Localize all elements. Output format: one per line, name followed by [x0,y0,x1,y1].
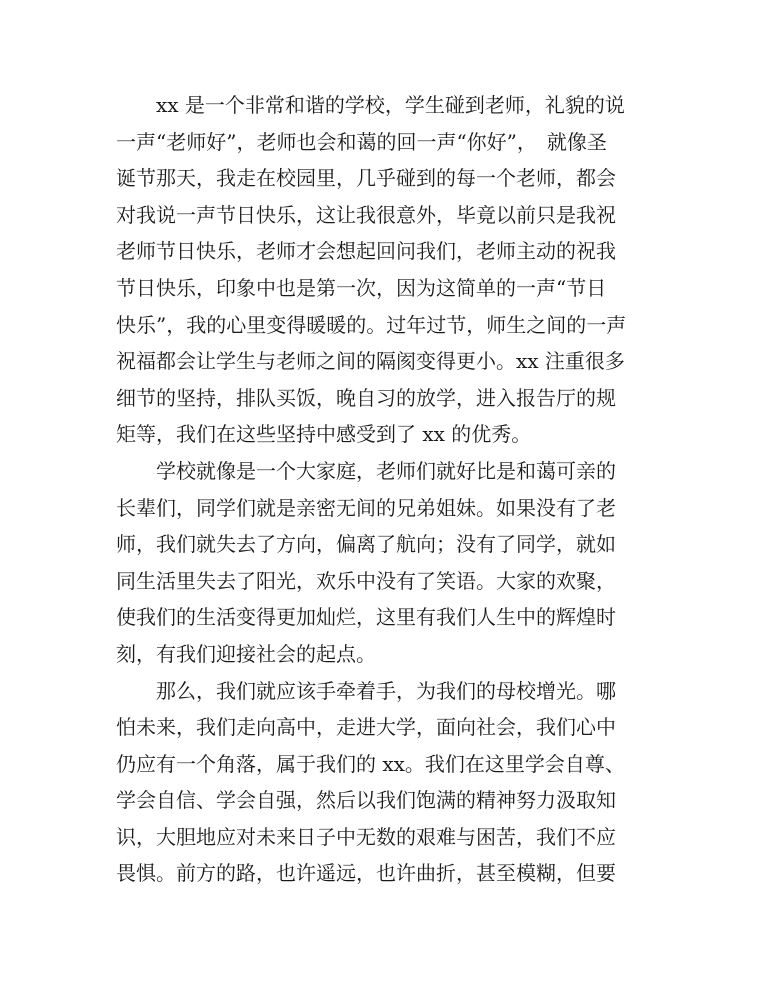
text-line: 怕未来，我们走向高中，走进大学，面向社会，我们心中 [116,715,616,740]
text-line: 快乐”，我的心里变得暖暖的。过年过节，师生之间的一声 [116,312,627,337]
text-line: 对我说一声节日快乐，这让我很意外，毕竟以前只是我祝 [116,202,616,227]
text-line: 节日快乐，印象中也是第一次，因为这简单的一声“节日 [116,275,607,300]
text-line: 同生活里失去了阳光，欢乐中没有了笑语。大家的欢聚， [116,568,616,593]
text-line: 使我们的生活变得更加灿烂，这里有我们人生中的辉煌时 [116,605,616,630]
text-line: 仍应有一个角落，属于我们的 xx。我们在这里学会自尊、 [116,751,625,776]
text-line: 长辈们，同学们就是亲密无间的兄弟姐妹。如果没有了老 [116,495,616,520]
text-line: 矩等，我们在这些坚持中感受到了 xx 的优秀。 [116,422,532,447]
text-line: 畏惧。前方的路，也许遥远，也许曲折，甚至模糊，但要 [116,861,616,886]
text-line: xx 是一个非常和谐的学校，学生碰到老师，礼貌的说 [116,93,625,117]
text-line: 一声“老师好”，老师也会和蔼的回一声“你好”， 就像圣 [116,129,607,154]
text-line: 诞节那天，我走在校园里，几乎碰到的每一个老师，都会 [116,166,616,191]
text-line: 刻，有我们迎接社会的起点。 [116,641,376,666]
text-line: 细节的坚持，排队买饭，晚自习的放学，进入报告厅的规 [116,385,616,410]
text-line: 学会自信、学会自强，然后以我们饱满的精神努力汲取知 [116,788,616,813]
body-text [116,87,664,892]
text-line: 师，我们就失去了方向，偏离了航向；没有了同学，就如 [116,532,616,557]
text-line: 那么，我们就应该手牵着手，为我们的母校增光。哪 [116,678,616,703]
text-line: 学校就像是一个大家庭，老师们就好比是和蔼可亲的 [116,458,616,483]
text-line: 识，大胆地应对未来日子中无数的艰难与困苦，我们不应 [116,824,616,849]
text-line: 老师节日快乐，老师才会想起回问我们，老师主动的祝我 [116,239,616,264]
text-line: 祝福都会让学生与老师之间的隔阂变得更小。xx 注重很多 [116,349,625,374]
